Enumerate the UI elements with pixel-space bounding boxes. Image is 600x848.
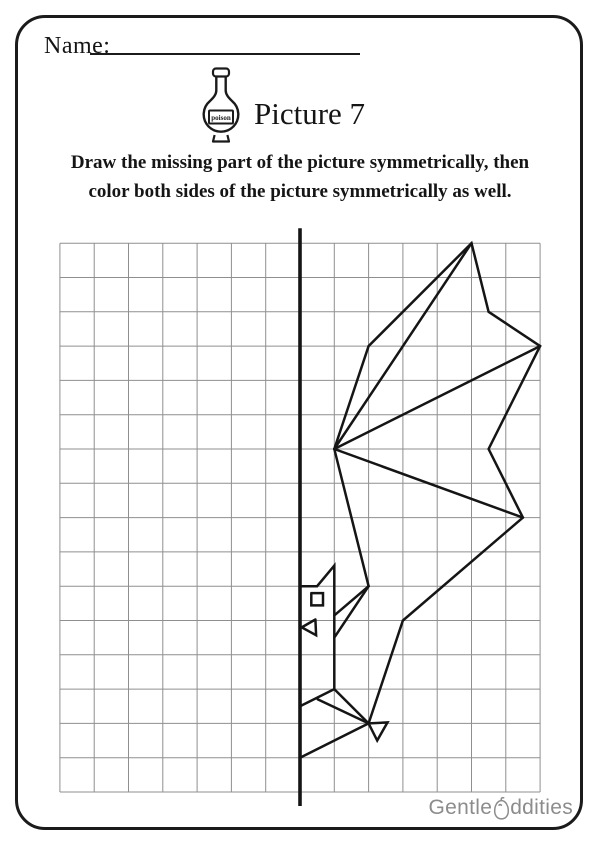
brand-prefix: Gentle xyxy=(428,796,493,819)
poison-label-text: poison xyxy=(211,114,231,122)
instruction-line-1: Draw the missing part of the picture symmetrically, then xyxy=(70,152,530,173)
page-title: Picture 7 xyxy=(254,96,366,131)
brand-egg-o-icon xyxy=(493,796,510,821)
instruction-line-2: color both sides of the picture symmetrically as well. xyxy=(88,181,512,202)
brand-logo xyxy=(429,796,574,820)
name-label: Name: xyxy=(44,33,111,59)
brand-suffix: ddities xyxy=(510,796,573,819)
